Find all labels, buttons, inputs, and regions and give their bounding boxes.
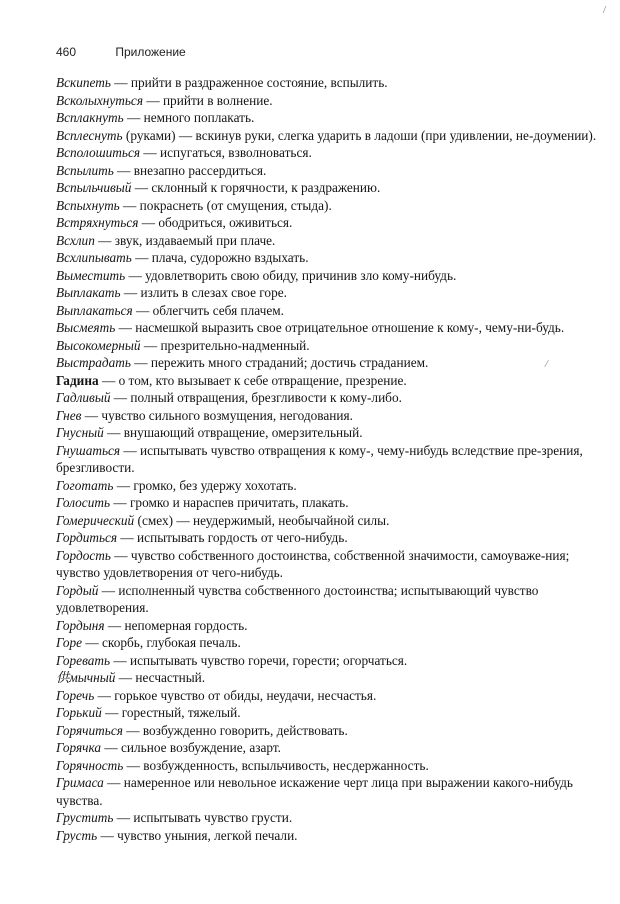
entry-definition: — исполненный чувства собственного достоинства; испытывающий чувство удовлетворения. [56,582,539,615]
entry-term: Горевать [56,652,111,668]
entry-term: Гнев [56,407,82,423]
entry-term: Выплакать [56,285,121,300]
entry-term: Всплеснуть [56,127,123,143]
glossary-entry [56,722,612,740]
glossary-entry [56,249,612,267]
entry-term: Голосить [56,495,111,510]
entry-term: Высмеять [56,320,116,335]
entry-term: Вспыхнуть [56,197,120,213]
glossary-entry [56,774,612,809]
entry-term: Горький [56,705,102,720]
entry-definition: — о том, кто вызывает к себе отвращение, презрение. [98,372,407,388]
entry-definition: — облегчить себя плачем. [132,302,284,318]
glossary-entry [56,267,612,285]
entry-definition: — чувство уныния, легкой печали. [97,827,298,843]
entry-definition: — излить в слезах свое горе. [120,285,287,300]
entry-definition: — внушающий отвращение, омерзительный. [103,425,363,440]
entry-definition: — испытывать гордость от чего-нибудь. [117,530,348,545]
glossary-entry [56,179,612,197]
glossary-entry [56,512,612,530]
entry-definition: (руками) — вскинув руки, слегка ударить в ладоши (при удивлении, не-доумении). [122,127,597,143]
entry-term: Гадина [56,372,99,388]
entry-term: Высокомерный [56,337,141,353]
entry-definition: — покраснеть (от смущения, стыда). [119,197,332,213]
glossary-entry [56,162,612,180]
entry-term: Всплакнуть [56,110,124,125]
entry-definition: — испытывать чувство отвращения к кому-, чему-нибудь вследствие пре-зрения, брезгливости. [56,442,583,475]
glossary-list [56,74,612,844]
entry-definition: — намеренное или невольное искажение черт лица при выражении какого-нибудь чувства. [56,775,573,808]
entry-definition: — возбужденность, вспыльчивость, несдержанность. [123,757,429,773]
entry-definition: — горестный, тяжелый. [101,705,241,720]
entry-definition: — испытывать чувство грусти. [113,810,293,825]
glossary-entry [56,529,612,547]
entry-term: Грусть [56,827,98,843]
glossary-entry [56,407,612,425]
glossary-entry [56,232,612,250]
entry-term: Горе [56,635,83,650]
entry-term: 供мычный [56,670,116,685]
entry-term: Гадливый [56,390,111,405]
entry-term: Выместить [56,267,126,283]
glossary-entry [56,494,612,512]
glossary-entry [56,687,612,705]
entry-term: Гоготать [56,477,114,493]
glossary-entry [56,214,612,232]
glossary-entry [56,354,612,372]
entry-definition: — пережить много страданий; достичь страданием. [130,355,429,370]
entry-definition: — испугаться, взволноваться. [140,145,312,160]
glossary-entry [56,652,612,670]
entry-definition: — горькое чувство от обиды, неудачи, несчастья. [94,687,377,703]
entry-definition: — возбужденно говорить, действовать. [122,722,348,738]
glossary-entry [56,144,612,162]
glossary-entry [56,302,612,320]
entry-term: Вскипеть [56,75,111,90]
entry-term: Всхлипывать [56,250,132,265]
entry-term: Гнушаться [56,442,121,458]
entry-term: Горячка [56,740,102,755]
entry-definition: — насмешкой выразить свое отрицательное отношение к кому-, чему-ни-будь. [115,320,565,335]
entry-term: Всполошиться [56,145,141,160]
entry-definition: — склонный к горячности, к раздражению. [131,180,381,195]
glossary-entry [56,442,612,477]
glossary-entry [56,669,612,687]
glossary-entry [56,337,612,355]
entry-term: Гордыня [56,617,105,633]
entry-definition: — презрительно-надменный. [140,337,310,353]
glossary-entry [56,92,612,110]
glossary-entry [56,582,612,617]
entry-definition: — звук, издаваемый при плаче. [94,232,276,248]
entry-definition: — немного поплакать. [123,110,255,125]
glossary-entry [56,109,612,127]
glossary-entry [56,319,612,337]
entry-term: Горячность [56,757,124,773]
glossary-entry [56,372,612,390]
page-number: 460 [56,45,77,59]
entry-term: Гордиться [56,530,118,545]
entry-definition: — ободриться, оживиться. [138,215,293,230]
glossary-entry [56,739,612,757]
entry-term: Грустить [56,810,114,825]
entry-definition: — плача, судорожно вздыхать. [131,250,309,265]
entry-definition: — несчастный. [115,670,206,685]
glossary-entry [56,809,612,827]
entry-definition: — прийти в волнение. [143,92,273,108]
glossary-entry [56,74,612,92]
glossary-entry [56,424,612,442]
glossary-entry [56,389,612,407]
entry-term: Выплакаться [56,302,133,318]
entry-definition: — полный отвращения, брезгливости к кому-либо. [110,390,402,405]
entry-term: Горячиться [56,722,123,738]
entry-definition: — скорбь, глубокая печаль. [82,635,241,650]
page-header [56,45,186,59]
entry-definition: — громко и нараспев причитать, плакать. [110,495,349,510]
entry-definition: — непомерная гордость. [104,617,248,633]
margin-mark-mid: / [543,357,550,371]
entry-term: Встряхнуться [56,215,139,230]
entry-term: Всхлип [56,232,95,248]
entry-term: Гнусный [56,425,104,440]
entry-term: Гомерический [56,512,135,528]
entry-definition: — чувство сильного возмущения, негодования. [81,407,353,423]
glossary-entry [56,127,612,145]
entry-definition: (смех) — неудержимый, необычайной силы. [134,512,390,528]
entry-term: Гордость [56,547,111,563]
entry-definition: — испытывать чувство горечи, горести; огорчаться. [110,652,408,668]
entry-term: Вспылить [56,162,114,178]
glossary-entry [56,827,612,845]
section-title: Приложение [115,45,186,59]
entry-term: Выстрадать [56,355,131,370]
entry-term: Всколыхнуться [56,92,143,108]
entry-definition: — удовлетворить свою обиду, причинив зло кому-нибудь. [125,267,457,283]
entry-definition: — прийти в раздраженное состояние, вспылить. [110,75,388,90]
glossary-entry [56,704,612,722]
entry-term: Гордый [56,582,99,598]
glossary-entry [56,757,612,775]
glossary-entry [56,617,612,635]
glossary-entry [56,284,612,302]
glossary-entry [56,634,612,652]
glossary-entry [56,477,612,495]
entry-definition: — сильное возбуждение, азарт. [101,740,281,755]
glossary-entry [56,547,612,582]
margin-mark-top: / [603,4,607,16]
glossary-entry [56,197,612,215]
entry-definition: — внезапно рассердиться. [113,162,267,178]
entry-definition: — громко, без удержу хохотать. [113,477,297,493]
entry-term: Гримаса [56,775,104,790]
entry-definition: — чувство собственного достоинства, собственной значимости, самоуваже-ния; чувство удовлетворения от чего-нибудь. [56,547,570,580]
entry-term: Горечь [56,687,95,703]
entry-term: Вспыльчивый [56,180,132,195]
